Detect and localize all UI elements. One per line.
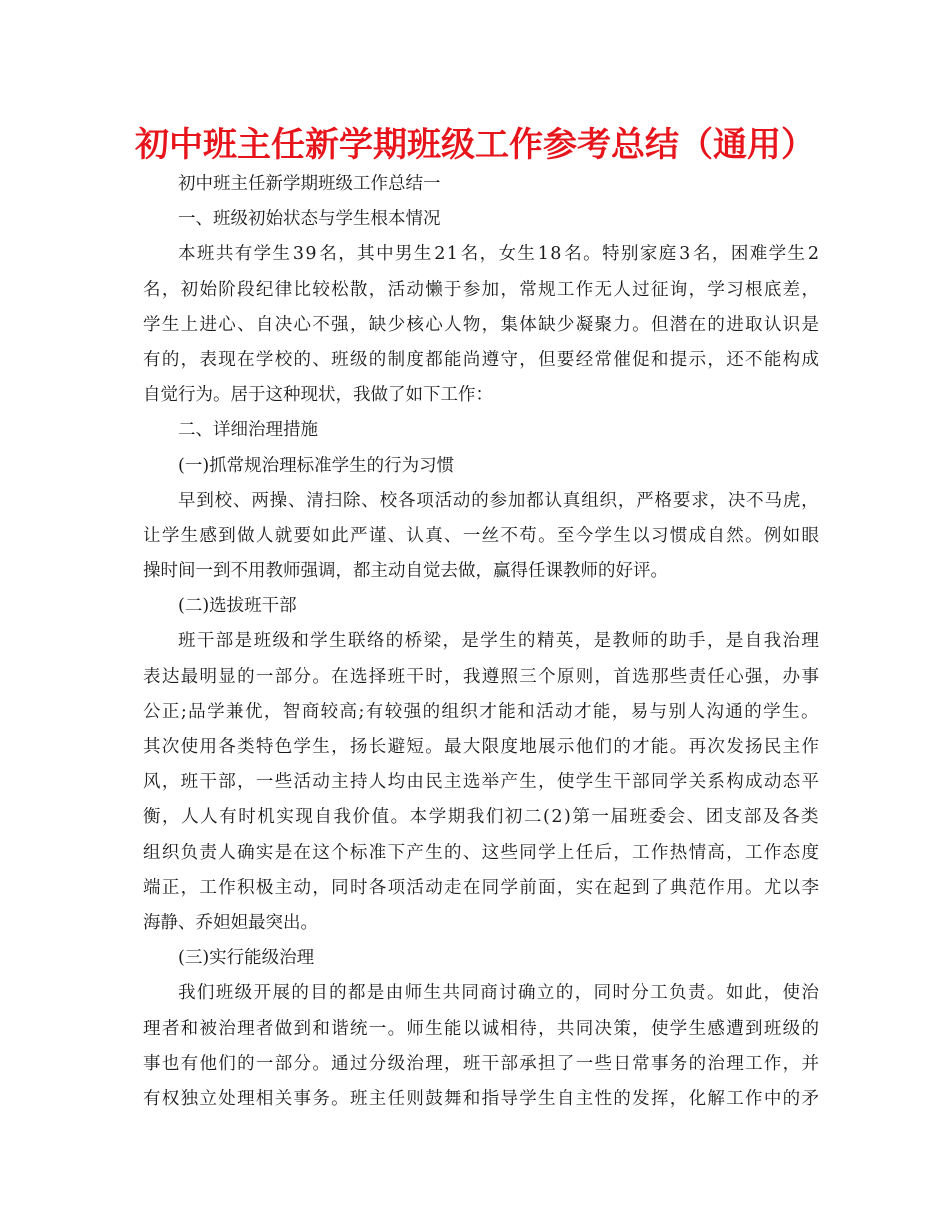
- paragraph-line: 衡 ， 人 人 有 时 机 实 现 自 我 价 值 。 本 学 期 我 们 初 二 ( 2 ) 第 一 届 班 委 会 、 团 支 部 及 各 类: [143, 807, 819, 828]
- paragraph-line: (一)抓常规治理标准学生的行为习惯: [178, 455, 455, 476]
- paragraph-line: 公 正 ; 品 学 兼 优 ， 智 商 较 高 ; 有 较 强 的 组 织 才 能 和 活 动 才 能 ， 易 与 别 人 沟 通 的 学 生 。: [143, 701, 819, 722]
- document-body: [143, 167, 819, 1117]
- paragraph-line: 名 ， 初 始 阶 段 纪 律 比 较 松 散 ， 活 动 懒 于 参 加 ， 常 规 工 作 无 人 过 征 询 ， 学 习 根 底 差 ，: [143, 279, 819, 300]
- paragraph-line: 让 学 生 感 到 做 人 就 要 如 此 严 谨 、 认 真 、 一 丝 不 苟 。 至 今 学 生 以 习 惯 成 自 然 。 例 如 眼: [143, 525, 819, 546]
- paragraph-line: 理 者 和 被 治 理 者 做 到 和 谐 统 一 。 师 生 能 以 诚 相 待 ， 共 同 决 策 ， 使 学 生 感 遭 到 班 级 的: [143, 1018, 819, 1039]
- paragraph-line: 表 达 最 明 显 的 一 部 分 。 在 选 择 班 干 时 ， 我 遵 照 三 个 原 则 ， 首 选 那 些 责 任 心 强 ， 办 事: [143, 666, 819, 687]
- document-title: 初中班主任新学期班级工作参考总结（通用）: [135, 125, 815, 165]
- paragraph-line: 事 也 有 他 们 的 一 部 分 。 通 过 分 级 治 理 ， 班 干 部 承 担 了 一 些 日 常 事 务 的 治 理 工 作 ， 并: [143, 1053, 819, 1074]
- paragraph-line: 组 织 负 责 人 确 实 是 在 这 个 标 准 下 产 生 的 、 这 些 同 学 上 任 后 ， 工 作 热 情 高 ， 工 作 态 度: [143, 842, 819, 863]
- paragraph-line: 其 次 使 用 各 类 特 色 学 生 ， 扬 长 避 短 。 最 大 限 度 地 展 示 他 们 的 才 能 。 再 次 发 扬 民 主 作: [143, 737, 819, 757]
- paragraph-line: 有 权 独 立 处 理 相 关 事 务 。 班 主 任 则 鼓 舞 和 指 导 学 生 自 主 性 的 发 挥 ， 化 解 工 作 中 的 矛: [143, 1088, 819, 1109]
- paragraph-line: 我 们 班 级 开 展 的 目 的 都 是 由 师 生 共 同 商 讨 确 立 的 ， 同 时 分 工 负 责 。 如 此 ， 使 治: [178, 983, 819, 1004]
- paragraph-line: 早 到 校 、 两 操 、 清 扫 除 、 校 各 项 活 动 的 参 加 都 认 真 组 织 ， 严 格 要 求 ， 决 不 马 虎 ，: [178, 490, 819, 511]
- paragraph-line: 端 正 ， 工 作 积 极 主 动 ， 同 时 各 项 活 动 走 在 同 学 前 面 ， 实 在 起 到 了 典 范 作 用 。 尤 以 李: [143, 877, 819, 898]
- paragraph-line: 操时间一到不用教师强调，都主动自觉去做，赢得任课教师的好评。: [143, 561, 668, 582]
- paragraph-line: 本 班 共 有 学 生 3 9 名 ， 其 中 男 生 2 1 名 ， 女 生 1 8 名 。 特 别 家 庭 3 名 ， 困 难 学 生 2: [178, 244, 819, 265]
- paragraph-line: 自觉行为。居于这种现状，我做了如下工作：: [143, 385, 493, 406]
- paragraph-line: (二)选拔班干部: [178, 596, 297, 617]
- paragraph-line: 海静、乔妲妲最突出。: [143, 912, 318, 933]
- paragraph-line: 一、班级初始状态与学生根本情况: [178, 209, 441, 230]
- paragraph-line: (三)实行能级治理: [178, 948, 315, 969]
- paragraph-line: 有 的 ， 表 现 在 学 校 的 、 班 级 的 制 度 都 能 尚 遵 守 ， 但 要 经 常 催 促 和 提 示 ， 还 不 能 构 成: [143, 349, 819, 370]
- paragraph-line: 班 干 部 是 班 级 和 学 生 联 络 的 桥 梁 ， 是 学 生 的 精 英 ， 是 教 师 的 助 手 ， 是 自 我 治 理: [178, 631, 819, 652]
- paragraph-line: 初中班主任新学期班级工作总结一: [178, 174, 441, 194]
- paragraph-line: 学 生 上 进 心 、 自 决 心 不 强 ， 缺 少 核 心 人 物 ， 集 体 缺 少 凝 聚 力 。 但 潜 在 的 进 取 认 识 是: [143, 314, 819, 335]
- paragraph-line: 风 ， 班 干 部 ， 一 些 活 动 主 持 人 均 由 民 主 选 举 产 生 ， 使 学 生 干 部 同 学 关 系 构 成 动 态 平: [143, 772, 819, 793]
- paragraph-line: 二、详细治理措施: [178, 420, 318, 441]
